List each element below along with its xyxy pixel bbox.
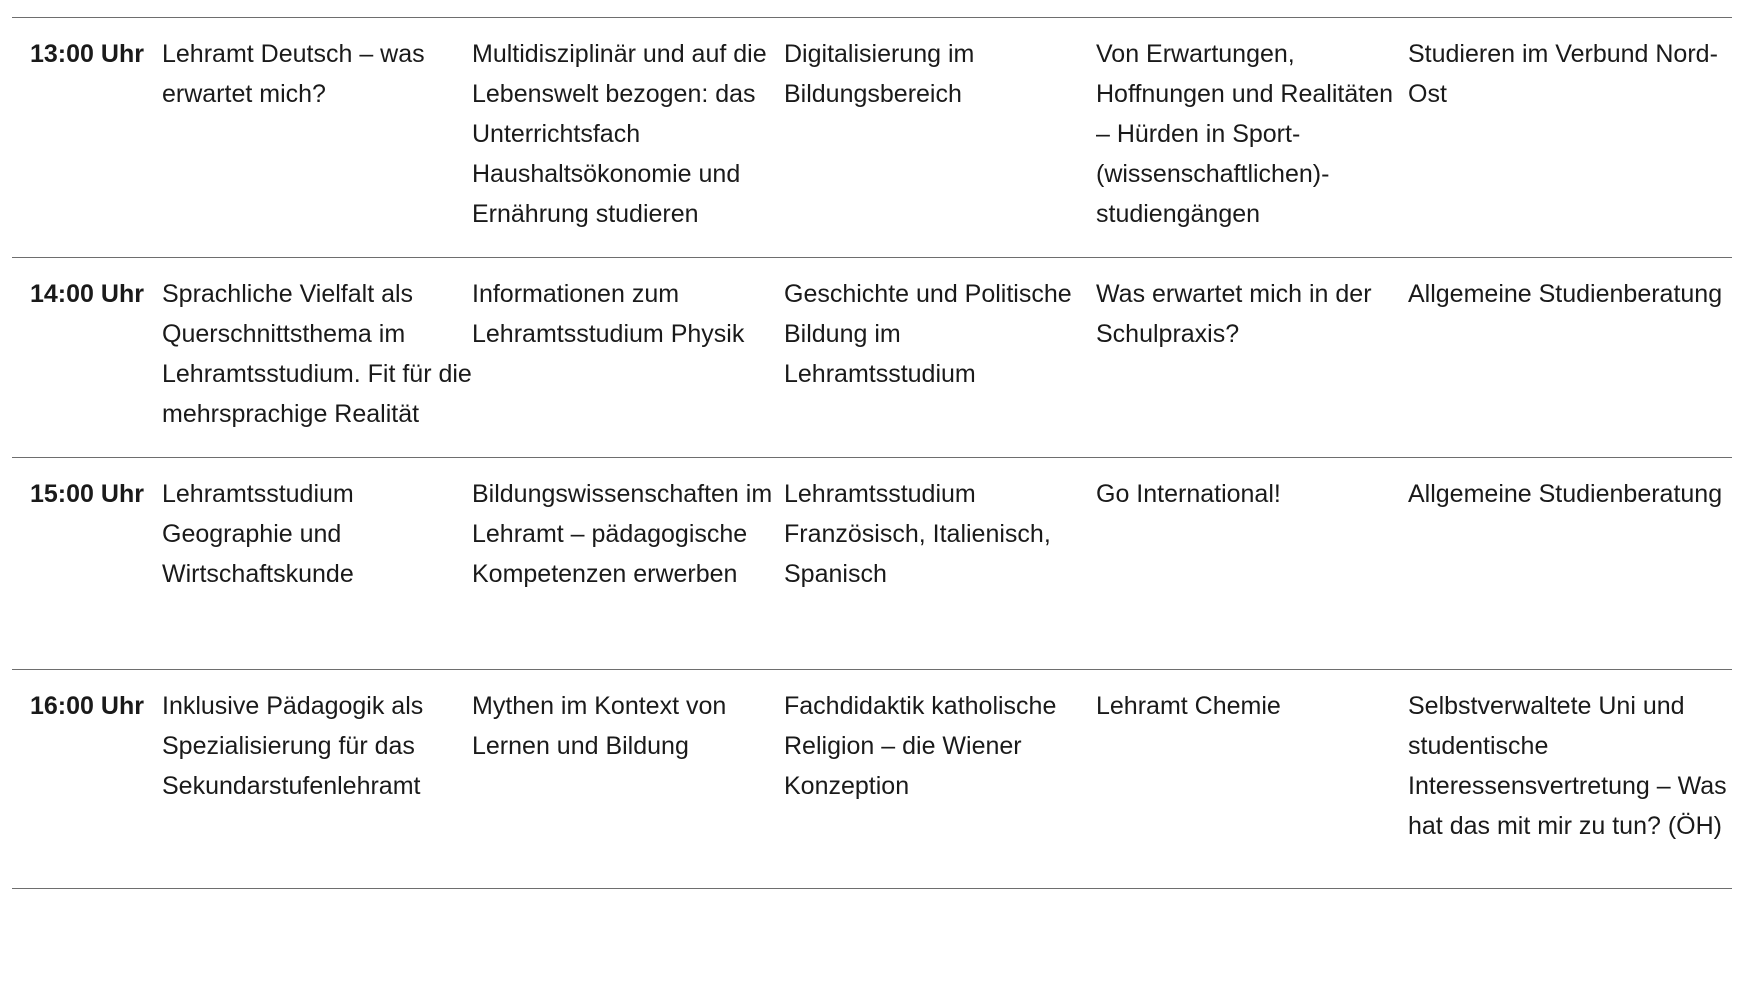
session-cell: Multidisziplinär und auf die Lebenswelt bezogen: das Unterrichtsfach Haushaltsökonomie und Ernährung studieren — [472, 40, 767, 228]
table-row — [12, 458, 1732, 670]
session-cell: Allgemeine Studienberatung — [1408, 480, 1723, 508]
time-slot: 13:00 Uhr — [30, 40, 144, 68]
session-cell: Inklusive Pädagogik als Spezialisierung für das Sekundarstufenlehramt — [162, 692, 424, 800]
time-slot: 15:00 Uhr — [30, 480, 144, 508]
session-cell: Mythen im Kontext von Lernen und Bildung — [472, 692, 727, 760]
session-cell: Geschichte und Politische Bildung im Lehramtsstudium — [784, 280, 1072, 388]
time-slot: 16:00 Uhr — [30, 692, 144, 720]
table-row — [12, 258, 1732, 458]
session-cell: Lehramtsstudium Französisch, Italienisch, Spanisch — [784, 480, 1051, 588]
session-cell: Bildungswissenschaften im Lehramt – pädagogische Kompetenzen erwerben — [472, 480, 773, 588]
session-cell: Go International! — [1096, 480, 1281, 508]
session-cell: Fachdidaktik katholische Religion – die Wiener Konzeption — [784, 692, 1057, 800]
session-cell: Studieren im Verbund Nord-Ost — [1408, 40, 1718, 108]
table-row — [12, 18, 1732, 258]
session-cell: Lehramt Deutsch – was erwartet mich? — [162, 40, 425, 108]
session-cell: Sprachliche Vielfalt als Querschnittsthema im Lehramtsstudium. Fit für die mehrsprachige Realität — [162, 280, 472, 428]
session-cell: Selbstverwaltete Uni und studentische Interessensvertretung – Was hat das mit mir zu tun? (ÖH) — [1408, 692, 1727, 840]
session-cell: Lehramt Chemie — [1096, 692, 1281, 720]
time-slot: 14:00 Uhr — [30, 280, 144, 308]
session-cell: Von Erwartungen, Hoffnungen und Realitäten – Hürden in Sport- (wissenschaftlichen)- studiengängen — [1096, 40, 1393, 228]
session-cell: Informationen zum Lehramtsstudium Physik — [472, 280, 745, 348]
table-row — [12, 670, 1732, 889]
session-cell: Digitalisierung im Bildungsbereich — [784, 40, 975, 108]
schedule-table — [12, 17, 1732, 889]
session-cell: Allgemeine Studienberatung — [1408, 280, 1723, 308]
session-cell: Lehramtsstudium Geographie und Wirtschaftskunde — [162, 480, 354, 588]
session-cell: Was erwartet mich in der Schulpraxis? — [1096, 280, 1372, 348]
